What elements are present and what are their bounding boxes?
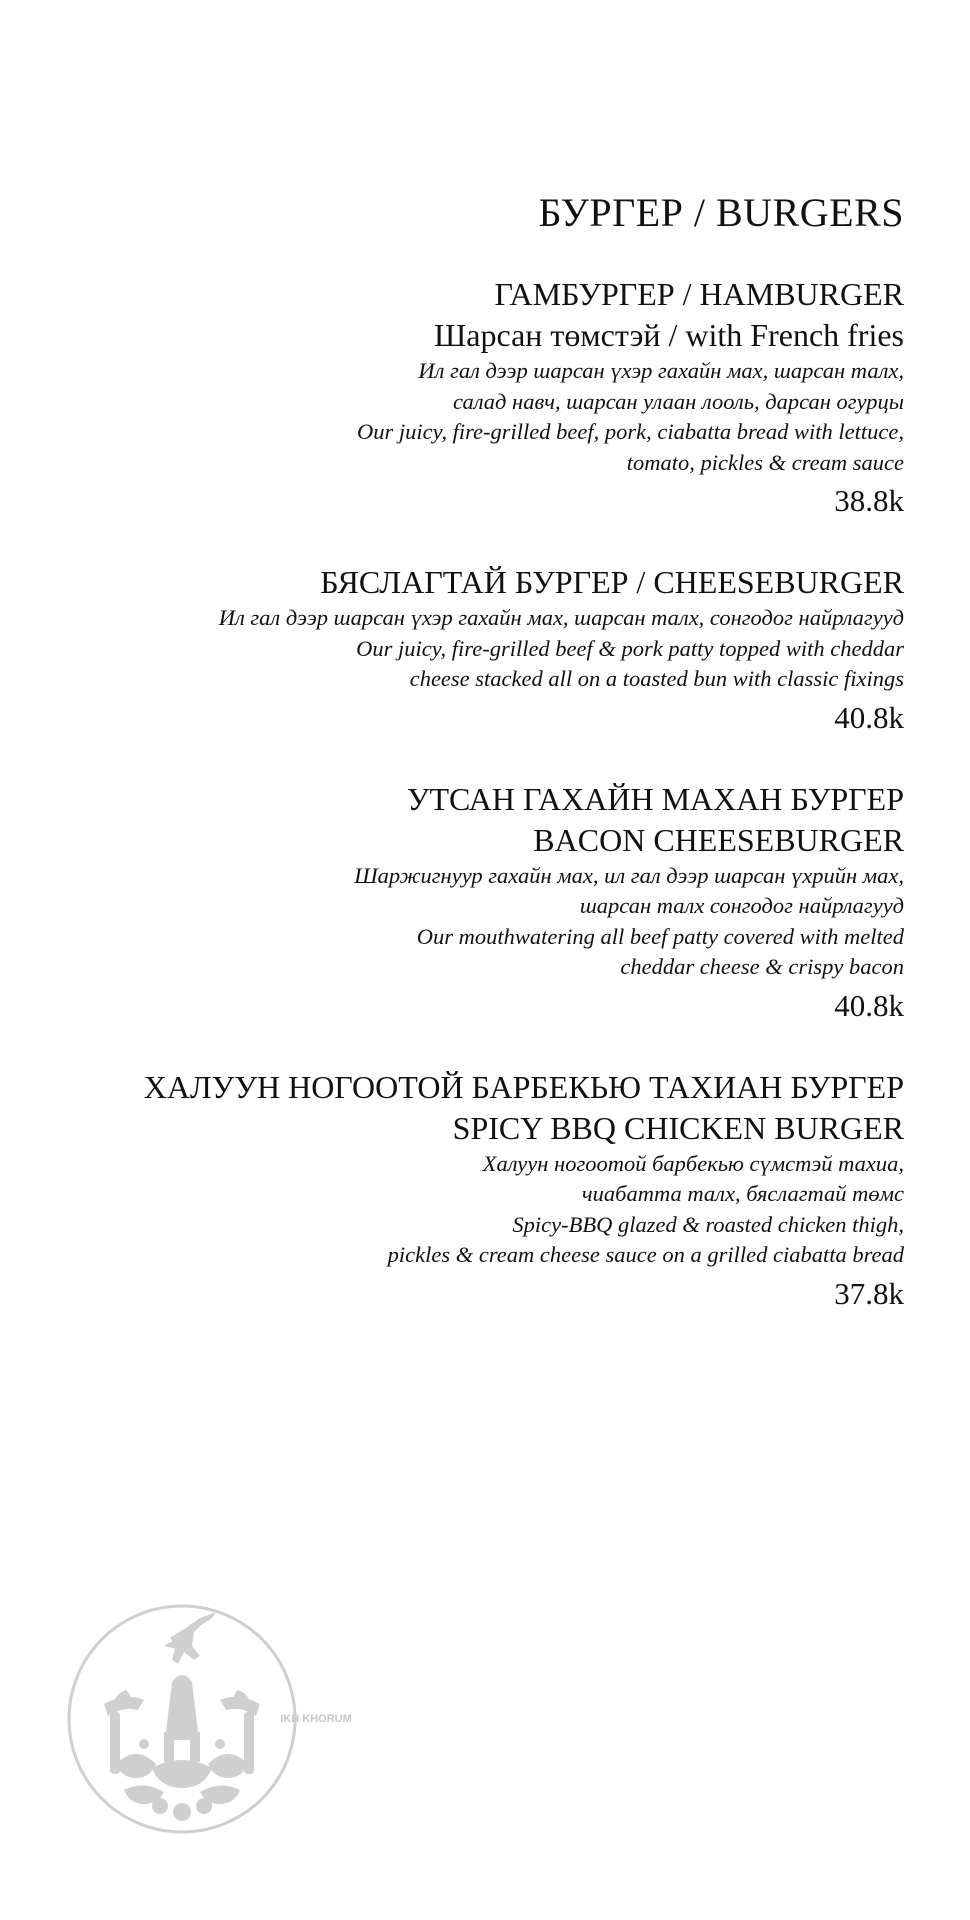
menu-item [24, 1067, 904, 1315]
item-name: УТСАН ГАХАЙН МАХАН БУРГЕР [406, 780, 904, 817]
item-description-line: салад навч, шарсан улаан лооль, дарсан огурцы [453, 388, 904, 414]
item-description-line: tomato, pickles & cream sauce [626, 449, 904, 475]
item-subtitle: Шарсан төмстэй / with French fries [434, 317, 904, 353]
item-name: БЯСЛАГТАЙ БУРГЕР / CHEESEBURGER [320, 564, 904, 600]
menu-item [24, 274, 904, 522]
item-description-line: чиабатта талх, бяслагтай төмс [581, 1181, 904, 1206]
section-title: БУРГЕР / BURGERS [538, 190, 904, 235]
item-description-line: Шаржигнуур гахайн мах, ил гал дээр шарсан үхрийн мах, [354, 862, 904, 888]
item-description-line: cheddar cheese & crispy bacon [620, 954, 904, 979]
item-description-line: Халуун ногоотой барбекью сүмстэй тахиа, [482, 1150, 904, 1176]
item-name: ХАЛУУН НОГООТОЙ БАРБЕКЬЮ ТАХИАН БУРГЕР [143, 1068, 904, 1105]
item-description-line: Ил гал дээр шарсан үхэр гахайн мах, шарсан талх, [418, 358, 904, 383]
item-description-line: Our mouthwatering all beef patty covered with melted [416, 923, 904, 949]
item-description-line: шарсан талх сонгодог найрлагууд [579, 893, 904, 918]
item-description-line: cheese stacked all on a toasted bun with classic fixings [409, 666, 904, 691]
menu-page [24, 188, 904, 1355]
item-description-line: Our juicy, fire-grilled beef & pork patty topped with cheddar [356, 635, 904, 661]
item-description-line: Our juicy, fire-grilled beef, pork, ciabatta bread with lettuce, [357, 419, 904, 444]
item-description-line: pickles & cream cheese sauce on a grilled ciabatta bread [387, 1242, 904, 1267]
logo-wordmark: IKH KHORUM [280, 1713, 352, 1725]
item-price: 37.8k [834, 1275, 904, 1311]
item-name: ГАМБУРГЕР / HAMBURGER [494, 276, 904, 312]
ikh-khorum-emblem-icon [64, 1594, 404, 1844]
item-price: 38.8k [834, 483, 904, 518]
item-name-english: SPICY BBQ CHICKEN BURGER [452, 1109, 904, 1146]
item-price: 40.8k [834, 987, 904, 1023]
item-price: 40.8k [834, 699, 904, 735]
menu-item [24, 562, 904, 739]
item-description-line: Ил гал дээр шарсан үхэр гахайн мах, шарсан талх, сонгодог найрлагууд [218, 605, 904, 630]
item-name-english: BACON CHEESEBURGER [533, 821, 904, 858]
item-description-line: Spicy-BBQ glazed & roasted chicken thigh, [512, 1211, 904, 1237]
menu-item [24, 779, 904, 1027]
